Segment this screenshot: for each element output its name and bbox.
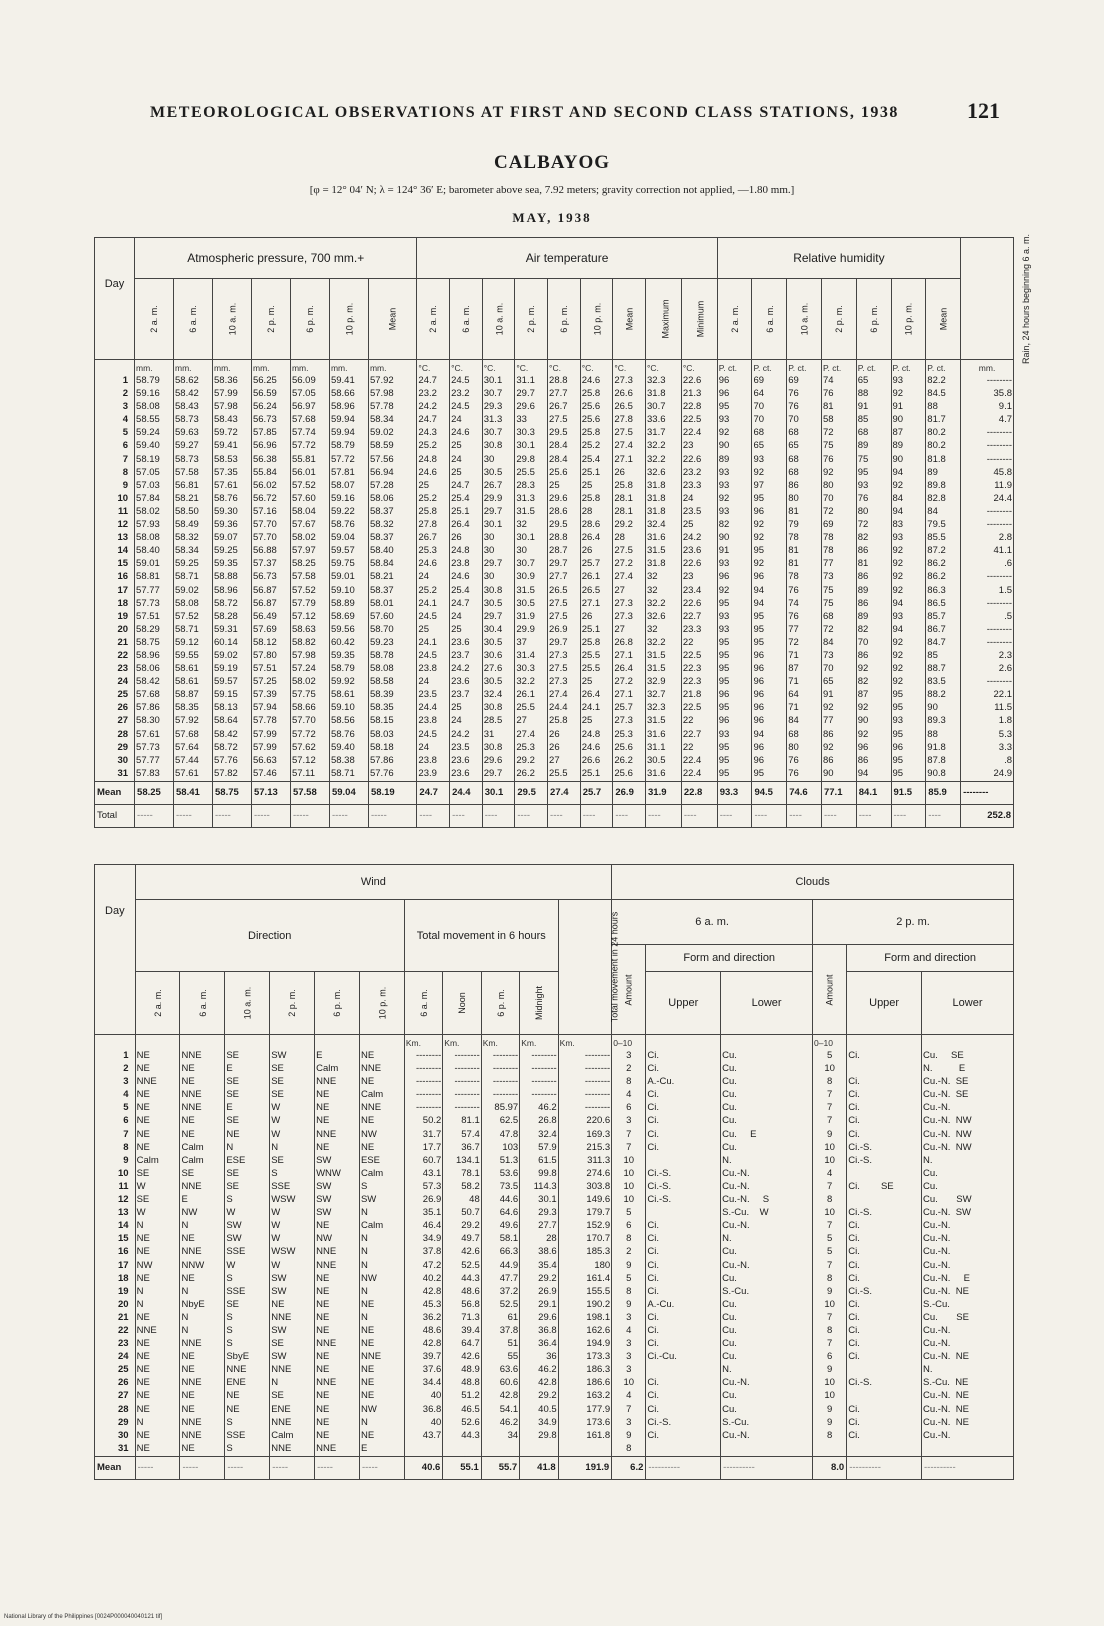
data-column: 28.8 27.7 26.7 27.5 29.5 28.4 28.4 25.6 25 29.6 28.6 29.5 28.8 28.7 29.7 27.7 26.5 27.5 27.5 26.9 29.7 27.3 27.5 27.3 27.4 24.4 25.8 26 26 27 25.5: [548, 373, 581, 781]
unit-label: P. ct.: [752, 360, 787, 374]
unit-label: [646, 1035, 721, 1049]
data-column: -------- -------- -------- -------- 46.2 26.8 32.4 57.9 61.5 99.8 114.3 30.1 29.3 27.7 28 38.6 35.4 29.2 26.9 29.1 29.6 36.8 36.4 36 46.2 42.8 29.2 40.5 34.9 29.8: [520, 1048, 558, 1456]
total-value: -----: [290, 804, 329, 827]
data-column: -------- 35.8 9.1 4.7 -------- -------- -------- 45.8 11.9 24.4 -------- -------- 2.8 41.1 .6 -------- 1.5 -------- .5 -------- -------- 2.3 2.6 -------- 22.1 11.5 1.8 5.3 3.3 .8 24.9: [961, 373, 1014, 781]
station-name: CALBAYOG: [493, 152, 611, 173]
data-column: 31.1 29.7 29.6 33 30.3 30.1 29.8 25.5 28.3 31.3 31.5 32 30.1 30 30.7 30.9 31.5 30.5 31.9 29.9 37 31.4 30.3 32.2 26.1 25.5 27 27.4 25.3 29.2 26.2: [515, 373, 548, 781]
mean-value: 191.9: [558, 1456, 612, 1479]
movement-time-header: 6 p. m.: [481, 972, 519, 1035]
total-value: 252.8: [961, 804, 1014, 827]
total-value: -----: [174, 804, 213, 827]
unit-label: [721, 1035, 813, 1049]
rain-header: Rain, 24 hours beginning 6 a. m.: [961, 238, 1014, 360]
data-column: 5 10 8 7 7 7 9 10 10 4 7 8 10 7 5 5 7 8 9 10 7 8 7 6 9 10 10 9 9 8: [813, 1048, 847, 1456]
unit-label: mm.: [174, 360, 213, 374]
mean-value: ----------: [922, 1456, 1014, 1479]
wind-day-header: Day: [95, 865, 136, 1035]
mean-value: 57.13: [251, 781, 290, 804]
data-column: Cu. Cu. Cu. Cu. Cu. Cu. Cu. E Cu. N. Cu.-N. Cu.-N. Cu.-N. S S.-Cu. W Cu.-N. N. Cu. Cu.-N. Cu. S.-Cu. Cu. Cu. Cu. Cu. Cu. N. Cu.-N. Cu. Cu. S.-Cu. Cu.-N.: [721, 1048, 813, 1456]
data-column: 32.3 31.8 30.7 33.6 31.7 32.2 32.2 32.6 31.8 31.8 31.8 32.4 31.6 31.5 31.8 32 32 32.2 32.6 32 32.2 31.5 31.5 32.9 32.7 32.3 31.5 31.6 31.1 30.5 31.6: [646, 373, 682, 781]
total-value: ----: [681, 804, 717, 827]
unit-label: P. ct.: [821, 360, 856, 374]
unit-label: mm.: [329, 360, 368, 374]
archive-footer: National Library of the Philippines [0024P000040040121 tif]: [4, 1614, 163, 1620]
data-column: 69 76 76 70 68 65 68 68 86 80 81 79 78 81 81 78 76 74 76 77 72 71 87 71 64 71 84 68 80 76 76: [787, 373, 822, 781]
clouds-2pm-header: 2 p. m.: [813, 900, 1014, 945]
unit-label: P. ct.: [787, 360, 822, 374]
mean-value: -----: [225, 1456, 270, 1479]
unit-label: °C.: [515, 360, 548, 374]
mean-value: 24.7: [417, 781, 450, 804]
data-column: 96 96 95 93 92 90 89 93 93 92 93 82 90 91 93 96 92 95 93 93 95 95 95 95 96 95 96 93 95 95 95: [717, 373, 752, 781]
total-value: ----: [515, 804, 548, 827]
direction-time-header: 2 a. m.: [135, 972, 180, 1035]
unit-label: mm.: [251, 360, 290, 374]
upper-6am-header: Upper: [646, 972, 721, 1035]
unit-label: Km.: [404, 1035, 442, 1049]
data-column: SE E SE SE E SE NE N ESE SE SE S W SW SW SSE W S SSE SE S S S SbyE NNE ENE NE NE S SSE S: [225, 1048, 270, 1456]
movement-6h-header: Total movement in 6 hours: [404, 900, 558, 972]
direction-time-header: 6 p. m.: [315, 972, 360, 1035]
data-column: 93 92 91 90 87 89 90 94 92 84 94 83 93 92 92 92 92 94 93 94 92 92 92 92 95 95 93 95 96 95 95: [891, 373, 926, 781]
column-header: 6 a. m.: [174, 279, 213, 360]
total-value: -----: [329, 804, 368, 827]
data-column: NNE NE NE NNE NNE NE NE Calm Calm SE NNE E NW N NE NNE NNW NE N NbyE N N NNE NE NE NNE NE NE NNE NNE NE: [180, 1048, 225, 1456]
clouds-6am-header: 6 a. m.: [612, 900, 813, 945]
total-value: ----: [580, 804, 613, 827]
mean-value: 94.5: [752, 781, 787, 804]
movement-24h-header: Total movement in 24 hours: [558, 900, 612, 1035]
data-column: E Calm NNE NE NE NE NNE NE SW WNW SW SW SW NE NW NNE NNE NE NE NE NE NE NNE NE NE NNE NE NE NE NE NNE: [315, 1048, 360, 1456]
total-value: ----: [752, 804, 787, 827]
mean-value: -----: [135, 1456, 180, 1479]
column-header: 6 a. m.: [450, 279, 483, 360]
data-column: 22.6 21.3 22.8 22.5 22.4 23 22.6 23.2 23.3 24 23.5 25 24.2 23.6 22.6 23 23.4 22.6 22.7 23.3 22 22.5 22.3 22.3 21.8 22.5 22 22.7 22 22.4 22.4: [681, 373, 717, 781]
day-header: Day: [95, 238, 135, 360]
unit-label: 0–10: [612, 1035, 646, 1049]
mean-value: 8.0: [813, 1456, 847, 1479]
movement-time-header: Noon: [443, 972, 481, 1035]
pressure-temperature-humidity-table: [94, 233, 1032, 828]
mean-value: 57.58: [290, 781, 329, 804]
total-value: ----: [926, 804, 961, 827]
unit-label: P. ct.: [926, 360, 961, 374]
column-header: 10 a. m.: [482, 279, 515, 360]
mean-value: 24.4: [450, 781, 483, 804]
humidity-group-header: Relative humidity: [717, 238, 960, 279]
data-column: 69 64 70 70 68 65 93 92 97 95 96 92 92 95 92 96 94 94 95 95 95 96 96 96 96 96 96 94 96 96 95: [752, 373, 787, 781]
unit-label: [847, 1035, 922, 1049]
total-value: ----: [450, 804, 483, 827]
column-header: 6 a. m.: [752, 279, 787, 360]
data-column: 56.09 57.05 56.97 57.68 57.74 57.72 55.81 56.01 57.52 57.60 58.04 57.67 58.02 57.97 58.25 57.58 57.52 57.79 57.12 58.63 58.82 57.98 57.24 58.02 57.75 58.66 57.70 57.72 57.62 57.12 57.11: [290, 373, 329, 781]
column-header: 2 p. m.: [251, 279, 290, 360]
mean-value: 22.8: [681, 781, 717, 804]
direction-time-header: 2 p. m.: [270, 972, 315, 1035]
pressure-group-header: Atmospheric pressure, 700 mm.+: [135, 238, 417, 279]
column-header: 6 p. m.: [290, 279, 329, 360]
mean-value: 77.1: [821, 781, 856, 804]
column-header: 2 p. m.: [515, 279, 548, 360]
column-header: 10 p. m.: [329, 279, 368, 360]
data-column: Ci. Ci. Ci. Ci. Ci. Ci. Ci.-S. Ci.-S. Ci. SE Ci.-S. Ci. Ci. Ci. Ci. Ci. Ci.-S. Ci. Ci. Ci. Ci. Ci. Ci.-S. Ci. Ci. Ci.: [847, 1048, 922, 1456]
data-column: SW SE SE SE W W W N SE S SSE WSW W W W WSW W SW SW NE NNE SW SE SW NNE N SE ENE NNE Calm NNE: [270, 1048, 315, 1456]
month-label: MAY, 1938: [512, 210, 592, 225]
total-label: Total: [95, 804, 135, 827]
mean-value: -----: [315, 1456, 360, 1479]
data-column: 58.62 58.42 58.43 58.73 59.63 59.27 58.73 57.58 56.81 58.21 58.50 58.49 58.32 58.34 59.25 58.71 59.02 58.08 57.52 58.71 59.12 59.55 58.61 58.61 58.87 58.35 57.92 57.68 57.64 57.44 57.61: [174, 373, 213, 781]
mean-value: ----------: [721, 1456, 813, 1479]
lower-2pm-header: Lower: [922, 972, 1014, 1035]
data-column: -------- -------- -------- -------- -------- 81.1 57.4 36.7 134.1 78.1 58.2 48 50.7 29.2 49.7 42.6 52.5 44.3 48.6 56.8 71.3 39.4 64.7 42.6 48.9 48.8 51.2 46.5 52.6 44.3: [443, 1048, 481, 1456]
total-value: ----: [856, 804, 891, 827]
upper-2pm-header: Upper: [847, 972, 922, 1035]
unit-label: 0–10: [813, 1035, 847, 1049]
total-value: -----: [213, 804, 252, 827]
page-header: [150, 98, 1000, 123]
column-header: 2 p. m.: [821, 279, 856, 360]
mean-value: -----: [270, 1456, 315, 1479]
unit-label: P. ct.: [717, 360, 752, 374]
unit-label: mm.: [290, 360, 329, 374]
unit-label: [270, 1035, 315, 1049]
unit-label: °C.: [482, 360, 515, 374]
data-column: 27.3 26.6 26.5 27.8 27.5 27.4 27.1 26 25.8 28.1 28.1 29.2 28 27.5 27.2 27.4 27 27.3 27.3 27 26.8 27.1 26.4 27.2 27.1 25.7 27.3 25.3 25.6 26.2 25.6: [613, 373, 646, 781]
mean-value: 25.7: [580, 781, 613, 804]
column-header: Mean: [368, 279, 416, 360]
total-value: ----: [821, 804, 856, 827]
unit-label: [359, 1035, 404, 1049]
data-column: 24.7 23.2 24.2 24.7 24.3 25.2 24.8 24.6 25 25.2 25.8 27.8 26.7 25.3 24.6 24 25.2 24.1 24.5 25 24.1 24.5 23.8 24 23.5 24.4 23.8 24.5 24 23.8 23.9: [417, 373, 450, 781]
total-value: -----: [251, 804, 290, 827]
data-column: 24.5 23.2 24.5 24 24.6 25 24 25 24.7 25.4 25.1 26.4 26 24.8 23.8 24.6 25.4 24.7 24 25 23.6 23.7 24.2 23.6 23.7 25 24 24.2 23.5 23.6 23.6: [450, 373, 483, 781]
mean-value: 6.2: [612, 1456, 646, 1479]
data-column: 3 2 8 4 6 3 7 7 10 10 10 10 5 6 8 2 9 5 8 9 3 4 3 3 3 10 4 7 3 9 8: [612, 1048, 646, 1456]
column-header: 2 a. m.: [717, 279, 752, 360]
mean-value: 55.7: [481, 1456, 519, 1479]
total-value: -----: [135, 804, 174, 827]
page-number: 121: [967, 98, 1000, 123]
direction-time-header: 10 p. m.: [359, 972, 404, 1035]
total-value: ----: [891, 804, 926, 827]
unit-label: [225, 1035, 270, 1049]
mean-value: 58.75: [213, 781, 252, 804]
mean-value: 93.3: [717, 781, 752, 804]
unit-label: P. ct.: [856, 360, 891, 374]
total-value: ----: [787, 804, 822, 827]
data-column: NE NE NNE NE NE NE NE NE Calm SE W SE W N NE NE NW NE N N NE NNE NE NE NE NE NE NE N NE NE: [135, 1048, 180, 1456]
unit-label: [315, 1035, 360, 1049]
mean-value: 31.9: [646, 781, 682, 804]
mean-value: 40.6: [404, 1456, 442, 1479]
column-header: Maximum: [646, 279, 682, 360]
column-header: Mean: [613, 279, 646, 360]
direction-header: Direction: [135, 900, 404, 972]
unit-label: °C.: [450, 360, 483, 374]
wind-day-column: 1 2 3 4 5 6 7 8 9 10 11 12 13 14 15 16 17 18 19 20 21 22 23 24 25 26 27 28 29 30 31: [95, 1048, 136, 1456]
movement-time-header: Midnight: [520, 972, 558, 1035]
mean-value: ----------: [847, 1456, 922, 1479]
column-header: Minimum: [681, 279, 717, 360]
data-column: 30.1 30.7 29.3 31.3 30.7 30.8 30 30.5 26.7 29.9 29.7 30.1 30 30 29.7 30 30.8 30.5 29.7 30.4 30.5 30.6 27.6 30.5 32.4 30.8 28.5 31 30.8 29.6 29.7: [482, 373, 515, 781]
unit-label: P. ct.: [891, 360, 926, 374]
unit-label: [180, 1035, 225, 1049]
station-coordinates: [φ = 12° 04′ N; λ = 124° 36′ E; barometer above sea, 7.92 meters; gravity correction not applied, —1.80 mm.]: [309, 184, 795, 196]
mean-value: 26.9: [613, 781, 646, 804]
data-column: Cu. SE N. E Cu.-N. SE Cu.-N. SE Cu.-N. Cu.-N. NW Cu.-N. NW Cu.-N. NW N. Cu. Cu. Cu. SW Cu.-N. SW Cu.-N. Cu.-N. Cu.-N. Cu.-N. Cu.-N. E Cu.-N. NE S.-Cu. Cu. SE Cu.-N. Cu.-N. Cu.-N. NE N. S.-Cu. NE Cu.-N. NE Cu.-N. NE Cu.-N. NE Cu.-N.: [922, 1048, 1014, 1456]
mean-label: Mean: [95, 781, 135, 804]
unit-label: mm.: [213, 360, 252, 374]
unit-label: °C.: [580, 360, 613, 374]
data-column: 59.41 58.66 58.96 59.94 59.94 58.79 57.72 57.81 58.07 59.16 59.22 58.76 59.04 59.57 59.75 59.01 59.10 58.89 58.69 59.56 60.42 59.35 58.79 59.92 58.61 59.10 58.56 58.76 59.40 58.38 58.71: [329, 373, 368, 781]
unit-label: Km.: [443, 1035, 481, 1049]
total-value: ----: [548, 804, 581, 827]
day-column: 1 2 3 4 5 6 7 8 9 10 11 12 13 14 15 16 17 18 19 20 21 22 23 24 25 26 27 28 29 30 31: [95, 373, 135, 781]
mean-value: 58.19: [368, 781, 416, 804]
lower-6am-header: Lower: [721, 972, 813, 1035]
column-header: Mean: [926, 279, 961, 360]
unit-label: °C.: [646, 360, 682, 374]
data-column: -------- -------- -------- -------- 85.97 62.5 47.8 103 51.3 53.6 73.5 44.6 64.6 49.6 58.1 66.3 44.9 47.7 37.2 52.5 61 37.8 51 55 63.6 60.6 42.8 54.1 46.2 34: [481, 1048, 519, 1456]
mean-value: 58.41: [174, 781, 213, 804]
mean-value: 91.5: [891, 781, 926, 804]
data-column: NE NNE NE Calm NNE NE NW NE ESE Calm S SW N Calm N N N NW N NE N NE NE NNE NE NE NE NW N NE E: [359, 1048, 404, 1456]
mean-value: --------: [961, 781, 1014, 804]
unit-label: mm.: [135, 360, 174, 374]
mean-value: 85.9: [926, 781, 961, 804]
mean-value: 30.1: [482, 781, 515, 804]
unit-label: °C.: [548, 360, 581, 374]
unit-label: °C.: [681, 360, 717, 374]
amount-6am-header: Amount: [612, 945, 646, 1035]
unit-label: °C.: [417, 360, 450, 374]
mean-value: 27.4: [548, 781, 581, 804]
mean-value: 59.04: [329, 781, 368, 804]
total-value: ----: [613, 804, 646, 827]
data-column: -------- -------- -------- -------- -------- 50.2 31.7 17.7 60.7 43.1 57.3 26.9 35.1 46.4 34.9 37.8 47.2 40.2 42.8 45.3 36.2 48.6 42.8 39.7 37.6 34.4 40 36.8 40 43.7: [404, 1048, 442, 1456]
column-header: 2 a. m.: [417, 279, 450, 360]
total-value: ----: [646, 804, 682, 827]
mean-value: -----: [180, 1456, 225, 1479]
temperature-group-header: Air temperature: [417, 238, 717, 279]
column-header: 2 a. m.: [135, 279, 174, 360]
data-column: 24.6 25.8 25.6 25.6 25.8 25.2 25.4 25.1 25 25.8 28 28.6 26.4 26 25.7 26.1 26.5 27.1 26 25.1 25.8 25.5 25.5 25 26.4 24.1 25 24.8 24.6 26.6 25.1: [580, 373, 613, 781]
data-column: 58.36 57.99 57.98 58.43 59.72 59.41 58.53 57.35 57.61 58.76 59.30 59.36 59.07 59.25 59.35 58.88 58.96 58.72 58.28 59.31 60.14 59.02 59.19 59.57 59.15 58.13 58.64 58.42 58.72 57.76 57.82: [213, 373, 252, 781]
mean-value: 41.8: [520, 1456, 558, 1479]
data-column: 65 88 91 85 68 89 75 95 93 76 80 72 82 86 81 86 89 86 89 82 70 86 92 82 87 92 90 92 96 86 94: [856, 373, 891, 781]
amount-2pm-header: Amount: [813, 945, 847, 1035]
wind-mean-label: Mean: [95, 1456, 136, 1479]
unit-label: Km.: [481, 1035, 519, 1049]
wind-clouds-table: [94, 864, 1014, 1480]
mean-value: 55.1: [443, 1456, 481, 1479]
column-header: 6 p. m.: [856, 279, 891, 360]
column-header: 10 a. m.: [213, 279, 252, 360]
wind-group-header: Wind: [135, 865, 612, 900]
total-value: ----: [482, 804, 515, 827]
direction-time-header: 6 a. m.: [180, 972, 225, 1035]
mean-value: 84.1: [856, 781, 891, 804]
data-column: 57.92 57.98 57.78 58.34 59.02 58.59 57.56 56.94 57.28 58.06 58.37 58.32 58.37 58.40 58.84 58.21 58.37 58.01 57.60 58.70 59.23 58.78 58.08 58.58 58.39 58.35 58.15 58.03 58.18 57.86 57.76: [368, 373, 416, 781]
total-value: -----: [368, 804, 416, 827]
data-column: 74 76 81 58 72 75 76 92 80 70 72 69 78 78 77 73 75 75 68 72 84 73 70 65 91 92 77 86 92 86 90: [821, 373, 856, 781]
data-column: Ci. Ci. A.-Cu. Ci. Ci. Ci. Ci. Ci. Ci.-S. Ci.-S. Ci.-S. Ci. Ci. Ci. Ci. Ci. Ci. A.-Cu. Ci. Ci. Ci. Ci.-Cu. Ci. Ci. Ci. Ci.-S. Ci.: [646, 1048, 721, 1456]
column-header: 10 p. m.: [580, 279, 613, 360]
column-header: 10 a. m.: [787, 279, 822, 360]
form-2pm-header: Form and direction: [847, 945, 1014, 972]
clouds-group-header: Clouds: [612, 865, 1014, 900]
mean-value: ----------: [646, 1456, 721, 1479]
total-value: ----: [417, 804, 450, 827]
mean-value: -----: [359, 1456, 404, 1479]
form-6am-header: Form and direction: [646, 945, 813, 972]
unit-label: mm.: [961, 360, 1014, 374]
unit-label: Km.: [520, 1035, 558, 1049]
unit-label: [135, 1035, 180, 1049]
mean-value: 74.6: [787, 781, 822, 804]
unit-label: Km.: [558, 1035, 612, 1049]
mean-value: 58.25: [135, 781, 174, 804]
data-column: -------- -------- -------- -------- -------- 220.6 169.3 215.3 311.3 274.6 303.8 149.6 179.7 152.9 170.7 185.3 180 161.4 155.5 190.2 198.1 162.6 194.9 173.3 186.3 186.6 163.2 177.9 173.6 161.8: [558, 1048, 612, 1456]
column-header: 10 p. m.: [891, 279, 926, 360]
mean-value: 29.5: [515, 781, 548, 804]
unit-label: [922, 1035, 1014, 1049]
column-header: 6 p. m.: [548, 279, 581, 360]
movement-time-header: 6 a. m.: [404, 972, 442, 1035]
data-column: 56.25 56.59 56.24 56.73 57.85 56.96 56.38 55.84 56.02 56.72 57.16 57.70 57.70 56.88 57.37 56.73 56.87 56.87 56.49 57.69 58.12 57.80 57.51 57.25 57.39 57.94 57.78 57.99 57.99 56.63 57.46: [251, 373, 290, 781]
unit-label: mm.: [368, 360, 416, 374]
data-column: 82.2 84.5 88 81.7 80.2 80.2 81.8 89 89.8 82.8 84 79.5 85.5 87.2 86.2 86.2 86.3 86.5 85.7 86.7 84.7 85 88.7 83.5 88.2 90 89.3 88 91.8 87.8 90.8: [926, 373, 961, 781]
unit-label: °C.: [613, 360, 646, 374]
total-value: ----: [717, 804, 752, 827]
data-column: 58.79 59.16 58.08 58.55 59.24 59.40 58.19 57.05 57.03 57.84 58.02 57.93 58.08 58.40 59.01 58.81 57.77 57.73 57.51 58.29 58.75 58.96 58.06 58.42 57.68 57.86 58.30 57.61 57.73 57.77 57.83: [135, 373, 174, 781]
report-title: METEOROLOGICAL OBSERVATIONS AT FIRST AND SECOND CLASS STATIONS, 1938: [150, 104, 899, 121]
direction-time-header: 10 a. m.: [225, 972, 270, 1035]
